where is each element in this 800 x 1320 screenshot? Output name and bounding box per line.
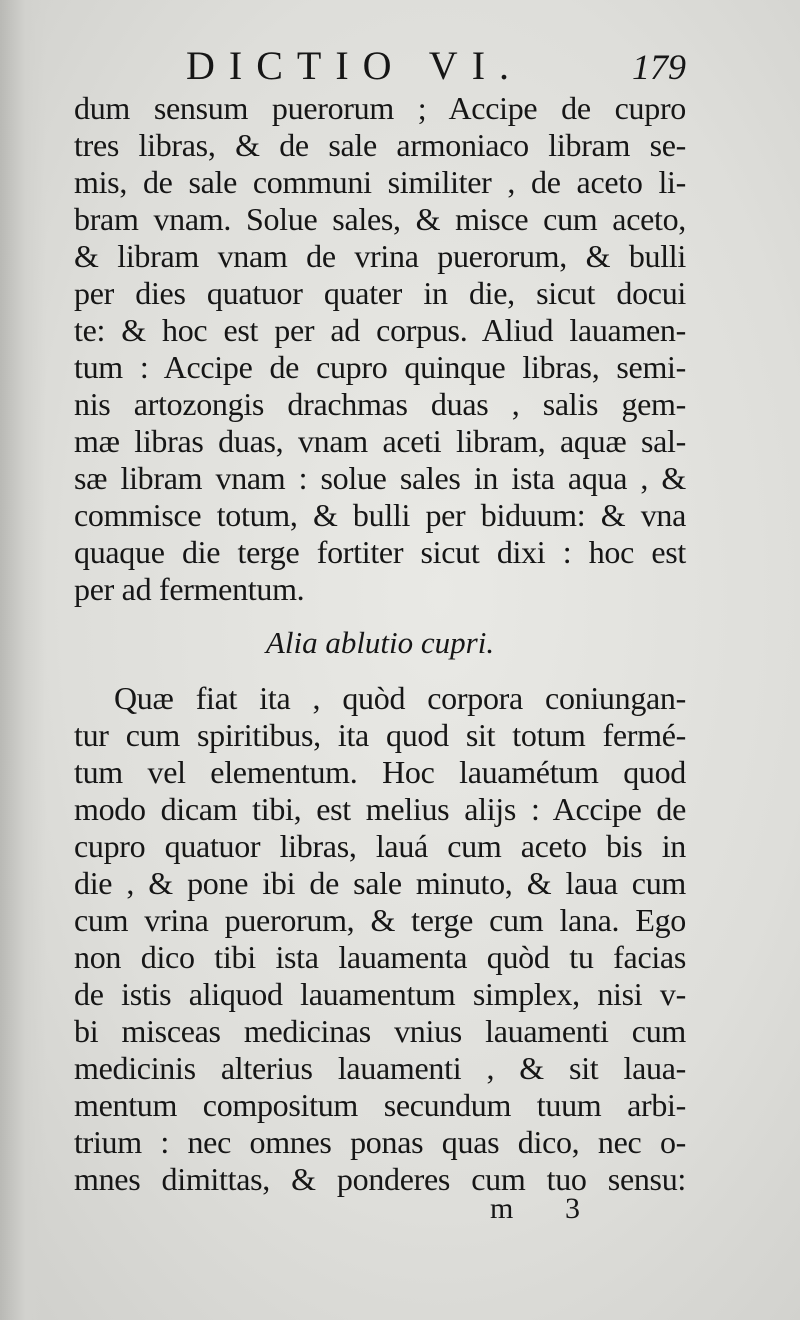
paragraph-1 bbox=[74, 90, 686, 608]
text-line: trium : nec omnes ponas quas dico, nec o- bbox=[74, 1124, 686, 1160]
text-line: Quæ fiat ita , quòd corpora coniungan- bbox=[114, 680, 686, 716]
text-line: tur cum spiritibus, ita quod sit totum fermé- bbox=[74, 717, 686, 753]
signature-mark bbox=[490, 1192, 580, 1228]
text-line: sæ libram vnam : solue sales in ista aqua , & bbox=[74, 460, 686, 496]
text-line: mæ libras duas, vnam aceti libram, aquæ sal- bbox=[74, 423, 686, 459]
text-line: tum : Accipe de cupro quinque libras, semi- bbox=[74, 349, 686, 385]
page-header bbox=[74, 40, 686, 90]
paragraph-2 bbox=[74, 680, 686, 1198]
text-line: medicinis alterius lauamenti , & sit laua- bbox=[74, 1050, 686, 1086]
running-head: DICTIO VI. bbox=[186, 43, 524, 88]
text-line: tres libras, & de sale armoniaco libram se- bbox=[74, 127, 686, 163]
signature-number: 3 bbox=[565, 1192, 580, 1225]
binding-shadow bbox=[0, 0, 46, 1320]
text-line: mis, de sale communi similiter , de aceto li- bbox=[74, 164, 686, 200]
text-line: & libram vnam de vrina puerorum, & bulli bbox=[74, 238, 686, 274]
text-line: nis artozongis drachmas duas , salis gem- bbox=[74, 386, 686, 422]
text-line: bram vnam. Solue sales, & misce cum aceto, bbox=[74, 201, 686, 237]
text-line: dum sensum puerorum ; Accipe de cupro bbox=[74, 90, 686, 126]
text-line: mnes dimittas, & ponderes cum tuo sensu: bbox=[74, 1161, 686, 1197]
text-line: modo dicam tibi, est melius alijs : Accipe de bbox=[74, 791, 686, 827]
text-line: mentum compositum secundum tuum arbi- bbox=[74, 1087, 686, 1123]
text-line: quaque die terge fortiter sicut dixi : hoc est bbox=[74, 534, 686, 570]
text-line: per ad fermentum. bbox=[74, 571, 305, 607]
text-line: de istis aliquod lauamentum simplex, nisi v- bbox=[74, 976, 686, 1012]
text-line: commisce totum, & bulli per biduum: & vna bbox=[74, 497, 686, 533]
signature-letter: m bbox=[490, 1192, 514, 1225]
text-line: per dies quatuor quater in die, sicut docui bbox=[74, 275, 686, 311]
text-line: cum vrina puerorum, & terge cum lana. Ego bbox=[74, 902, 686, 938]
text-line: te: & hoc est per ad corpus. Aliud lauamen- bbox=[74, 312, 686, 348]
text-line: cupro quatuor libras, lauá cum aceto bis in bbox=[74, 828, 686, 864]
page-number: 179 bbox=[632, 47, 686, 87]
text-line: tum vel elementum. Hoc lauamétum quod bbox=[74, 754, 686, 790]
text-line: bi misceas medicinas vnius lauamenti cum bbox=[74, 1013, 686, 1049]
text-block bbox=[74, 90, 686, 1198]
text-line: non dico tibi ista lauamenta quòd tu facias bbox=[74, 939, 686, 975]
section-heading: Alia ablutio cupri. bbox=[265, 625, 495, 660]
text-line: die , & pone ibi de sale minuto, & laua cum bbox=[74, 865, 686, 901]
